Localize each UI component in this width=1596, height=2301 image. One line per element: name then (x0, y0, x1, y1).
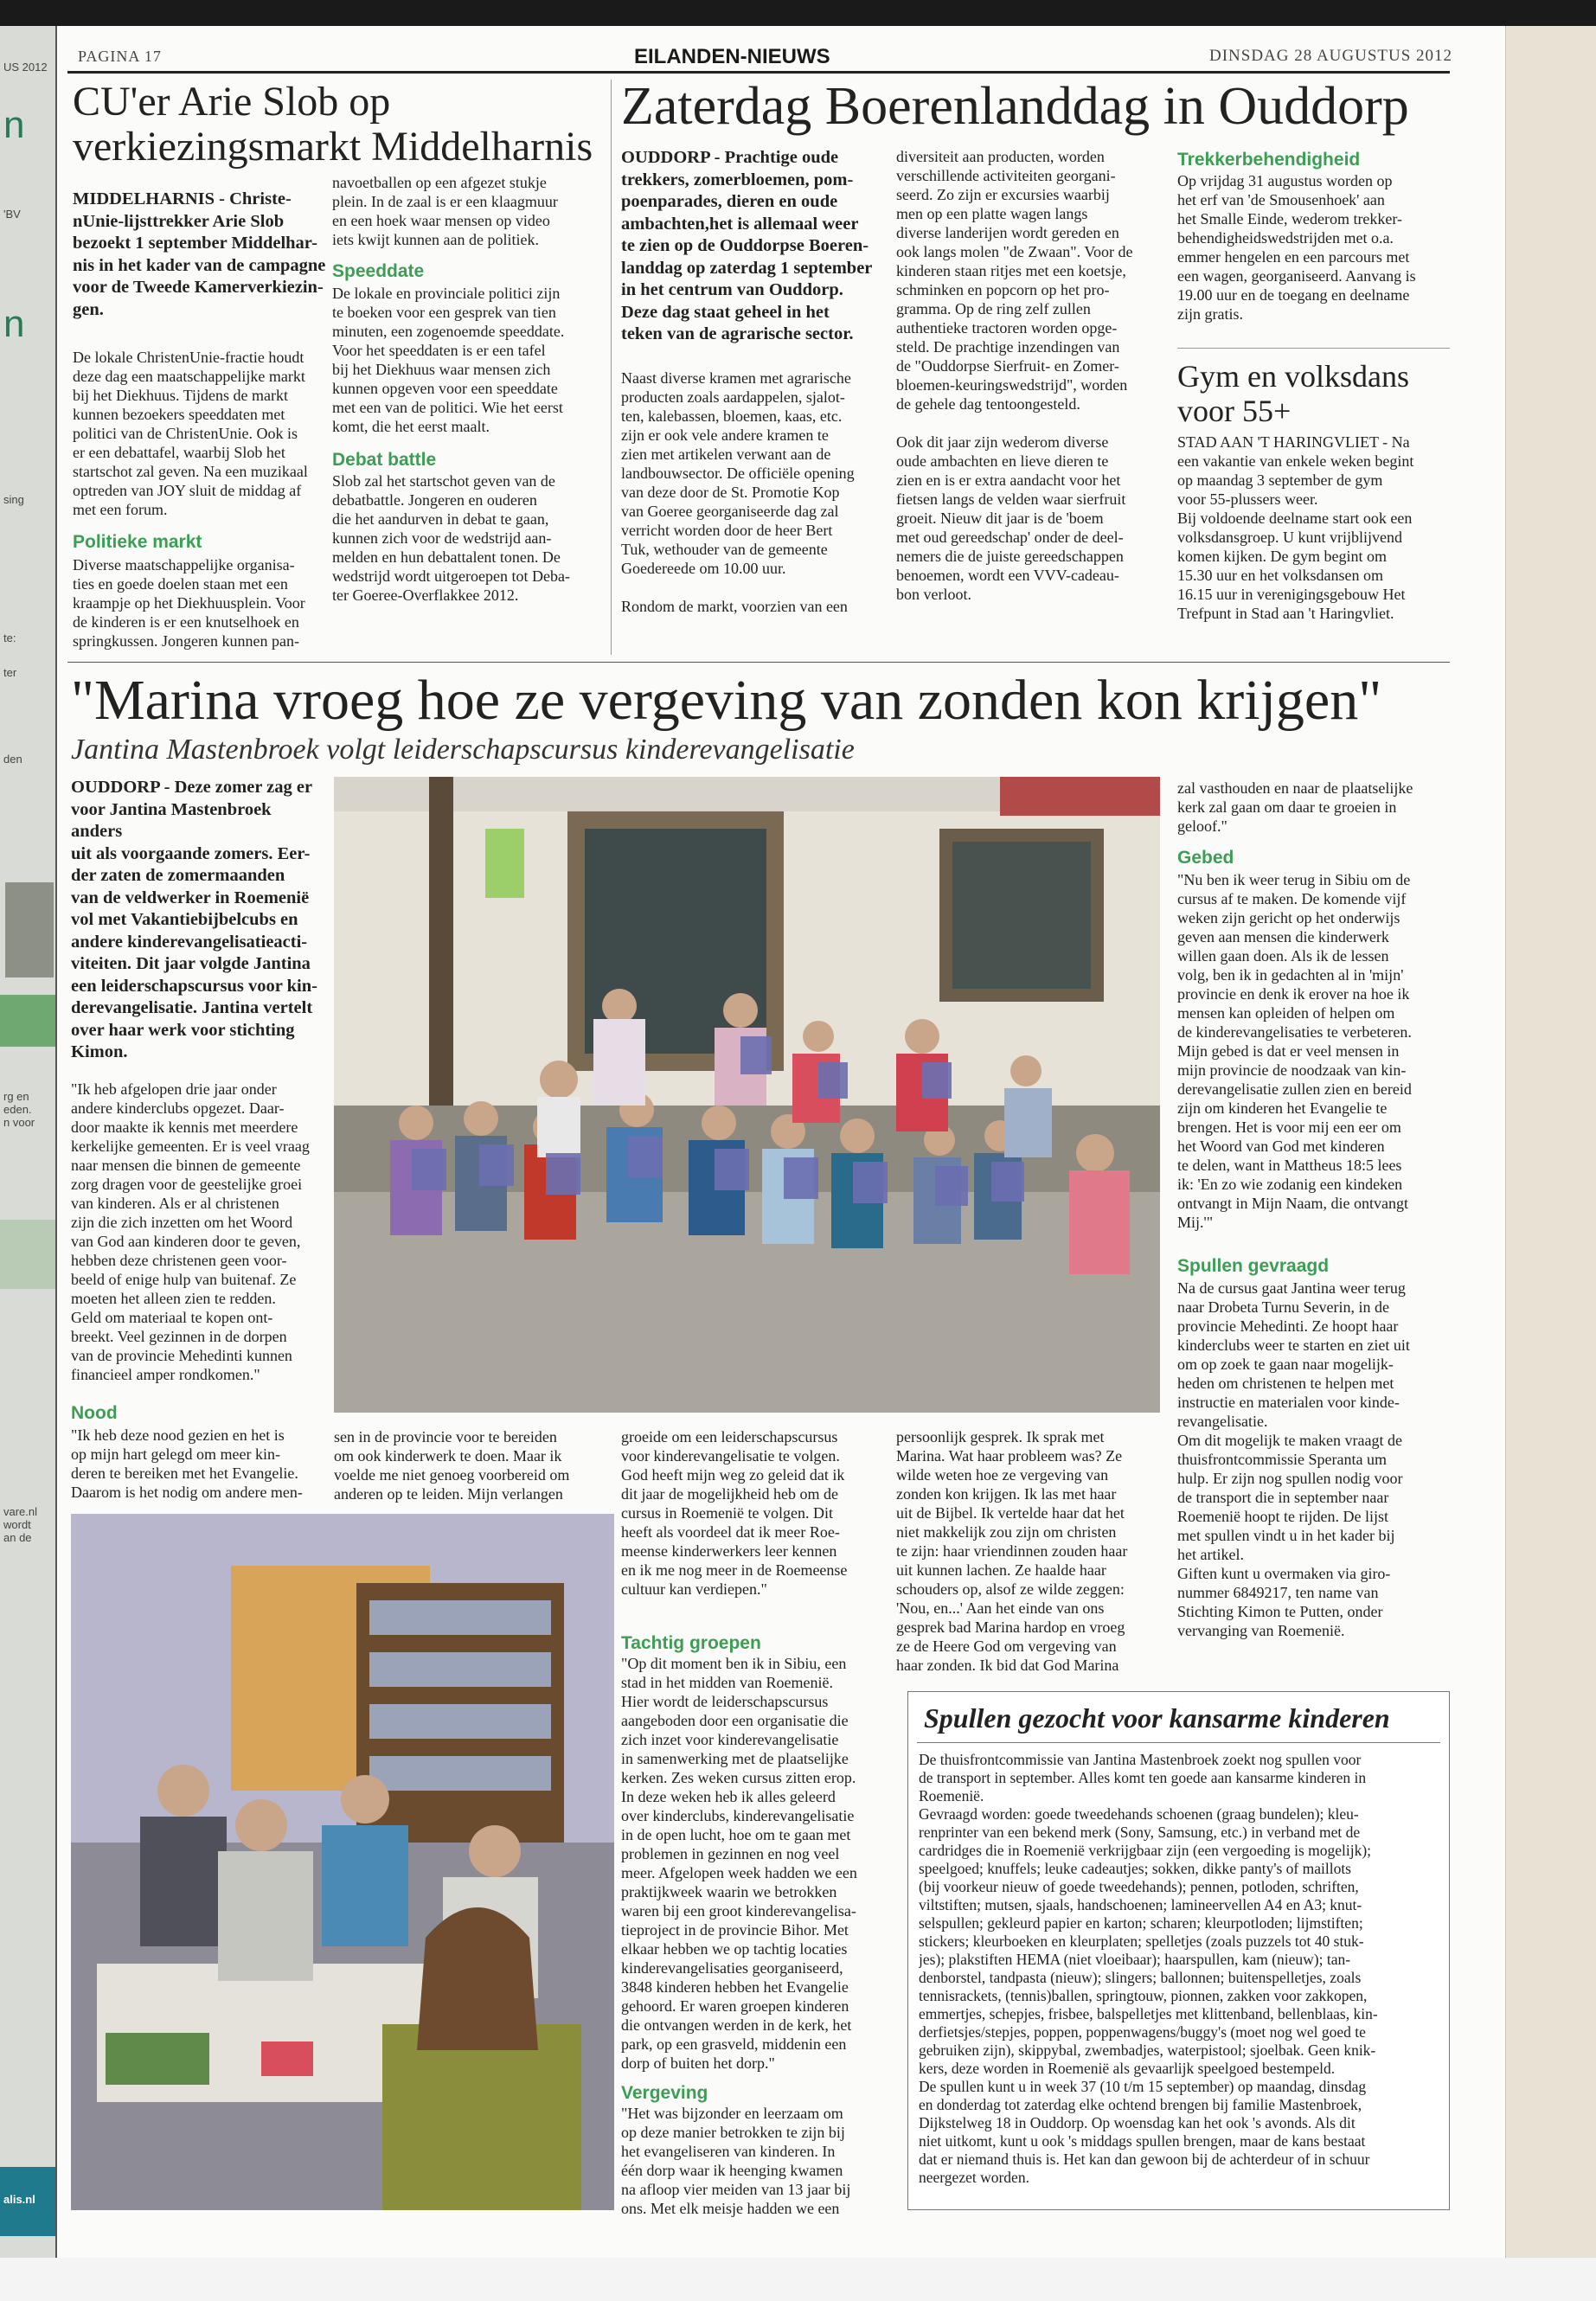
adjacent-page-strip (0, 26, 57, 2258)
article-4-col3c: "Het was bijzonder en leerzaam om op deze manier betrokken te zijn bij het evangeliseren van kinderen. In één dorp waar ik heenging kwamen na afloop vier meiden van 13 jaar bij ons. Met elk meisje hadden we een (621, 2105, 851, 2217)
column-divider (611, 80, 612, 655)
strip-text: US 2012 (3, 61, 48, 74)
header-rule (67, 71, 1450, 74)
article-1-col2b: De lokale en provinciale politici zijn te boeken voor een gesprek van tien minuten, een zogenoemde speeddate. Voor het speeddaten is er een tafel bij het Diekhuus waar mensen zich kunnen opgeven voor een speeddate met een van de politici. Wie het eerst komt, die het eerst maalt. (332, 285, 565, 435)
strip-text: sing (3, 493, 24, 506)
article-4-subhead-vergeving: Vergeving (621, 2083, 708, 2103)
strip-text: vare.nl wordt an de (3, 1505, 38, 1544)
strip-text: den (3, 753, 22, 766)
article-4-col5b: "Nu ben ik weer terug in Sibiu om de cursus af te maken. De komende vijf weken zijn gericht op het onderwijs geven aan mensen die kinderwerk willen gaan doen. Als ik de lessen volg, ben ik in gedachten al in 'mijn' provincie en denk ik erover na hoe ik mensen kan opleiden of helpen om de kinderevangelisaties te verbeteren. Mijn gebed is dat er veel mensen in mijn provincie de noodzaak van kin- derevangelisatie zullen zien en bereid zijn om kinderen het Evangelie te brengen. Het is voor mij een eer om het Woord van God met kinderen te delen, want in Mattheus 18:5 lees ik: 'En zo wie zodanig een kindeken ontvangt in Mijn Naam, die ontvangt Mij.'" (1177, 871, 1412, 1231)
article-4-col3: groeide om een leiderschapscursus voor kinderevangelisatie te volgen. God heeft mijn weg zo geleid dat ik dit jaar de mogelijkheid heb om de cursus in Roemenië te volgen. Dit heeft als voordeel dat ik meer Roe- meense kinderwerkers leer kennen en ik me nog meer in de Roemeense cultuur kan verdiepen." (621, 1428, 848, 1598)
children-group-photo-art (334, 777, 1160, 1413)
strip-photo (5, 882, 54, 977)
article-4-col5: zal vasthouden en naar de plaatselijke kerk zal gaan om daar te groeien in geloof." (1177, 779, 1413, 835)
article-4-col1: "Ik heb afgelopen drie jaar onder andere kinderclubs opgezet. Daar- door maakte ik kennis met meerdere kerkelijke gemeenten. Er is veel vraag naar mensen die binnen de gemeente zorg dragen voor de geestelijke groei van kinderen. Als er al christenen zijn die zich inzetten om het Woord van God aan kinderen door te geven, hebben deze christenen geen voor- beeld of enige hulp van buitenaf. Ze moeten het alleen zien te redden. Geld om materiaal te kopen ont- breekt. Veel gezinnen in de dorpen van de provincie Mehedinti kunnen financieel amper rondkomen." (71, 1080, 310, 1383)
strip-text: te: (3, 631, 16, 644)
article-4-subhead-spullen: Spullen gevraagd (1177, 1256, 1330, 1276)
article-4-subtitle: Jantina Mastenbroek volgt leiderschapscursus kinderevangelisatie (71, 734, 855, 766)
article-4-lead: OUDDORP - Deze zomer zag er voor Jantina Mastenbroek anders uit als voorgaande zomers. Eer- der zaten de zomermaanden van de veldwerker in Roemenië vol met Vakantiebijbelcubs en andere kinderevangelisatieacti- viteiten. Dit jaar volgde Jantina een leiderschapscursus voor kin- derevangelisatie. Jantina vertelt over haar werk voor stichting Kimon. (71, 778, 317, 1061)
article-1-subhead-politieke: Politieke markt (73, 532, 202, 552)
article-2-col3: Op vrijdag 31 augustus worden op het erf van 'de Smousenhoek' aan het Smalle Einde, wederom trekker- behendigheidswedstrijden met o.a. emmer hengelen en een parcours met een wagen, georganiseerd. Aanvang is 19.00 uur en de toegang en deelname zijn gratis. (1177, 172, 1416, 323)
info-box (907, 1691, 1450, 2210)
article-1-col1: De lokale ChristenUnie-fractie houdt deze dag een maatschappelijke markt bij het Diekhuus. Tijdens de markt kunnen bezoekers speeddaten met politici van de ChristenUnie. Ook is er een debattafel, waarbij Slob het startschot zal geven. Na een muzikaal optreden van JOY sluit de middag af met een forum. (73, 349, 308, 518)
article-2-col2: diversiteit aan producten, worden verschillende activiteiten georgani- seerd. Zo zijn er excursies waarbij men op een platte wagen langs diverse landerijen wordt gereden en ook langs molen "de Zwaan". Voor de kinderen staan ritjes met een koetsje, schminken en popcorn op het pro- gramma. Op de ring zelf zullen authentieke tractoren worden opge- steld. De prachtige inzendingen van de "Ouddorpse Sierfruit- en Zomer- bloemen-keuringswedstrijd", worden de gehele dag tentoongesteld. Ook dit jaar zijn wederom diverse oude ambachten en lieve dieren te zien en is er extra aandacht voor het fietsen langs de velden waar sierfruit groeit. Nieuw dit jaar is de 'boem met oud gereedschap' onder de deel- nemers die de juiste gereedschappen benoemen, wordt een VVV-cadeau- bon verloot. (896, 148, 1133, 603)
strip-text: rg en eden. n voor (3, 1090, 35, 1129)
strip-fragment: n (3, 303, 25, 345)
book-edge (1505, 26, 1596, 2258)
article-1-col1b: Diverse maatschappelijke organisa- ties en goede doelen staan met een kraampje op het Diekhuusplein. Voor de kinderen is er een knutselhoek en springkussen. Jongeren kunnen pan- (73, 556, 305, 650)
article-1-subhead-debat: Debat battle (332, 450, 437, 470)
strip-text: ter (3, 666, 17, 679)
article-1-col2c: Slob zal het startschot geven van de debatbattle. Jongeren en ouderen die het aandurven in debat te gaan, kunnen zich voor de wedstrijd aan- melden en hun debattalent tonen. De wedstrijd wordt uitgeroepen tot Deba- ter Goeree-Overflakkee 2012. (332, 472, 570, 604)
article-3-text: STAD AAN 'T HARINGVLIET - Na een vakantie van enkele weken begint op maandag 3 september de gym voor 55-plussers weer. Bij voldoende deelname start ook een volksdansgroep. U kunt vrijblijvend komen kijken. De gym begint om 15.30 uur en het volksdansen om 16.15 uur in verenigingsgebouw Het Trefpunt in Stad aan 't Haringvliet. (1177, 433, 1414, 622)
box-divider (1177, 348, 1450, 349)
article-3-headline: Gym en volksdans voor 55+ (1177, 359, 1409, 428)
article-4-subhead-gebed: Gebed (1177, 848, 1234, 868)
strip-color-block (0, 1220, 55, 1289)
children-group-photo (334, 777, 1160, 1413)
newspaper-page (59, 26, 1503, 2258)
strip-fragment: n (3, 104, 25, 146)
strip-color-block (0, 995, 55, 1047)
page-number: PAGINA 17 (78, 48, 162, 65)
info-box-title: Spullen gezocht voor kansarme kinderen (924, 1702, 1390, 1734)
article-2-subhead-trekker: Trekkerbehendigheid (1177, 150, 1361, 170)
article-4-subhead-nood: Nood (71, 1403, 118, 1423)
strip-text: alis.nl (3, 2193, 35, 2206)
article-4-col3b: "Op dit moment ben ik in Sibiu, een stad in het midden van Roemenië. Hier wordt de leiderschapscursus aangeboden door een organisatie die zich inzet voor kinderevangelisatie in samenwerking met de plaatselijke kerken. Zes weken cursus zitten erop. In deze weken heb ik alles geleerd over kinderclubs, kinderevangelisatie in de open lucht, hoe om te gaan met problemen in gezinnen en nog veel meer. Afgelopen week hadden we een praktijkweek waarin we betrokken waren bij een groot kinderevangelisa- tieproject in de provincie Bihor. Met elkaar hebben we op tachtig locaties kinderevangelisaties georganiseerd, 3848 kinderen hebben het Evangelie gehoord. Er waren groepen kinderen die ontvangen werden in de kerk, het park, op een grasveld, middenin een dorp of buiten het dorp." (621, 1655, 857, 2072)
article-4-col1b: "Ik heb deze nood gezien en het is op mijn hart gelegd om meer kin- deren te bereiken met het Evangelie. Daarom is het nodig om andere men- (71, 1426, 303, 1501)
scan-top-border (0, 0, 1596, 26)
section-rule (67, 662, 1450, 663)
article-1-lead: MIDDELHARNIS - Christe- nUnie-lijsttrekker Arie Slob bezoekt 1 september Middelhar- nis in het kader van de campagne voor de Tweede Kamerverkiezin- gen. (73, 189, 326, 319)
article-1-headline: CU'er Arie Slob op verkiezingsmarkt Middelharnis (73, 79, 593, 170)
article-4-col4: persoonlijk gesprek. Ik sprak met Marina. Wat haar probleem was? Ze wilde weten hoe ze vergeving van zonden kon krijgen. Ik las met haar uit de Bijbel. Ik vertelde haar dat het niet makkelijk zou zijn om christen te zijn: haar vriendinnen zouden haar uit kunnen lachen. Ze haalde haar schouders op, alsof ze wilde zeggen: 'Nou, en...' Aan het einde van ons gesprek bad Marina hardop en vroeg ze de Heere God om vergeving van haar zonden. Ik bid dat God Marina (896, 1428, 1128, 1674)
scan-bottom-margin (0, 2258, 1596, 2301)
info-box-rule (917, 1742, 1440, 1743)
strip-text: 'BV (3, 208, 21, 221)
info-box-text: De thuisfrontcommissie van Jantina Mastenbroek zoekt nog spullen voor de transport in september. Alles komt ten goede aan kansarme kinderen in Roemenië. Gevraagd worden: goede tweedehands schoenen (graag bundelen); kleu- renprinter van een bekend merk (Sony, Samsung, etc.) in verband met de cardridges die in Roemenië verkrijgbaar zijn (een vergoeding is mogelijk); speelgoed; knuffels; leuke cadeautjes; sokken, dikke panty's of maillots (bij voorkeur nieuw of goede tweedehands); pennen, potloden, schriften, viltstiften; mutsen, sjaals, handschoenen; lamineervellen A4 en A3; knut- selspullen; gekleurd papier en karton; scharen; kleurpotloden; lijmstiften; stickers; kleurboeken en kleurplaten; spelletjes (zoals puzzels tot 40 stuk- jes); plakstiften HEMA (niet vloeibaar); haarspullen, kam (nieuw); tan- denborstel, tandpasta (nieuw); slingers; ballonnen; buitenspelletjes, zoals tennisrackets, (tennis)ballen, springtouw, pionnen, zakken voor zakkopen, emmertjes, schepjes, frisbee, balspelletjes met klittenband, bellenblaas, kin- derfietsjes/stepjes, poppen, poppenwagens/buggy's (moet nog wel goed te gebruiken zijn), skippybal, zwembadjes, waterpistool; sjoelbak. Geen knik- kers, deze worden in Roemenië als gevaarlijk speelgoed bestempeld. De spullen kunt u in week 37 (10 t/m 15 september) op maandag, dinsdag en donderdag tot zaterdag elke ochtend brengen bij familie Mastenbroek, Dijkstelweg 18 in Ouddorp. Op woensdag kan het ook 's avonds. Als dit niet uitkomt, kunt u ook 's middags spullen brengen, maar de kans bestaat dat er niemand thuis is. Het kan dan gewoon bij de achterdeur of in schuur neergezet worden. (919, 1751, 1378, 2186)
article-4-subhead-tachtig: Tachtig groepen (621, 1633, 761, 1653)
classroom-photo-art (71, 1514, 614, 2210)
article-4-col5c: Na de cursus gaat Jantina weer terug naar Drobeta Turnu Severin, in de provincie Mehedinti. Ze hoopt haar kinderclubs weer te starten en ziet uit om op zoek te gaan naar mogelijk- heden om christenen te helpen met instructie en materialen voor kinde- revangelisatie. Om dit mogelijk te maken vraagt de thuisfrontcommissie Speranta um hulp. Er zijn nog spullen nodig voor de transport die in september naar Roemenië hoopt te rijden. De lijst met spullen vindt u in het kader bij het artikel. Giften kunt u overmaken via giro- nummer 6849217, ten name van Stichting Kimon te Putten, onder vervanging van Roemenië. (1177, 1279, 1410, 1639)
article-4-col2: sen in de provincie voor te bereiden om ook kinderwerk te doen. Maar ik voelde me niet genoeg voorbereid om anderen op te leiden. Mijn verlangen (334, 1428, 570, 1503)
article-1-subhead-speeddate: Speeddate (332, 261, 425, 281)
article-1-col2: navoetballen op een afgezet stukje plein. In de zaal is er een klaagmuur en een hoek waar mensen op video iets kwijt kunnen aan de politiek. (332, 174, 558, 248)
classroom-photo (71, 1514, 614, 2210)
article-2-headline: Zaterdag Boerenlanddag in Ouddorp (621, 77, 1409, 136)
issue-date: DINSDAG 28 AUGUSTUS 2012 (1209, 47, 1453, 65)
article-2-col1: Naast diverse kramen met agrarische producten zoals aardappelen, sjalot- ten, kalebassen, bloemen, kaas, etc. zijn er ook vele andere kramen te zien met artikelen verwant aan de landbouwsector. De officiële opening van deze door de St. Promotie Kop van Goeree georganiseerde dag zal verricht worden door de heer Bert Tuk, wethouder van de gemeente Goedereede om 10.00 uur. Rondom de markt, voorzien van een (621, 369, 855, 615)
newspaper-masthead: EILANDEN-NIEUWS (634, 45, 830, 68)
article-2-lead: OUDDORP - Prachtige oude trekkers, zomerbloemen, pom- poenparades, dieren en oude ambachten,het is allemaal weer te zien op de Ouddorpse Boeren- landdag op zaterdag 1 september in het centrum van Ouddorp. Deze dag staat geheel in het teken van de agrarische sector. (621, 148, 873, 343)
article-4-headline: "Marina vroeg hoe ze vergeving van zonden kon krijgen" (71, 669, 1382, 732)
